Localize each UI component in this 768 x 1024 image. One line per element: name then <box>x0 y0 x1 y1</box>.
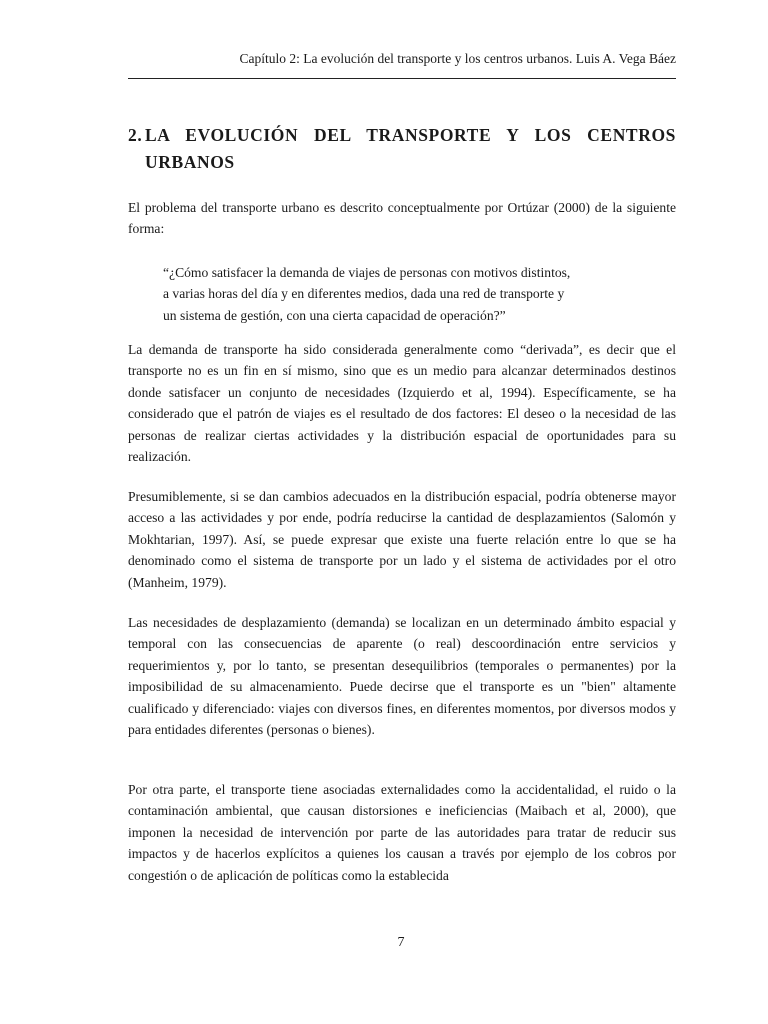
running-header: Capítulo 2: La evolución del transporte y los centros urbanos. Luis A. Vega Báez <box>239 51 676 66</box>
section-title: LA EVOLUCIÓN DEL TRANSPORTE Y LOS CENTROS URBANOS <box>145 125 676 172</box>
header-rule <box>128 78 676 79</box>
quote-line: a varias horas del día y en diferentes medios, dada una red de transporte y <box>163 286 565 302</box>
paragraph-2: La demanda de transporte ha sido considerada generalmente como “derivada”, es decir que el transporte no es un fin en sí mismo, sino que es un medio para alcanzar determinados destinos donde satisfacer un conjunto de necesidades (Izquierdo et al, 1994). Específicamente, se ha considerado que el patrón de viajes es el resultado de dos factores: El deseo o la necesidad de las personas de realizar ciertas actividades y la distribución espacial de oportunidades para su realización. <box>128 342 676 465</box>
section-number: 2. <box>128 125 143 145</box>
quote-line: un sistema de gestión, con una cierta capacidad de operación?” <box>163 307 506 323</box>
paragraph-3: Presumiblemente, si se dan cambios adecuados en la distribución espacial, podría obtenerse mayor acceso a las actividades y por ende, podría reducirse la cantidad de desplazamientos (Salomón y Mokhtarian, 1997). Así, se puede expresar que existe una fuerte relación entre lo que se ha denominado como el sistema de transporte por un lado y el sistema de actividades por el otro (Manheim, 1979). <box>128 489 676 590</box>
paragraph-4: Las necesidades de desplazamiento (demanda) se localizan en un determinado ámbito espacial y temporal con las consecuencias de aparente (o real) descoordinación entre servicios y requerimientos y, por lo tanto, se presentan desequilibrios (temporales o permanentes) por la imposibilidad de su almacenamiento. Puede decirse que el transporte es un "bien" altamente cualificado y diferenciado: viajes con diversos fines, en diferentes momentos, por diversos modos y para entidades diferentes (personas o bienes). <box>128 615 676 738</box>
section-heading <box>128 122 676 176</box>
page-number: 7 <box>397 935 405 950</box>
paragraph-1: El problema del transporte urbano es descrito conceptualmente por Ortúzar (2000) de la siguiente forma: <box>128 200 676 237</box>
quote-line: “¿Cómo satisfacer la demanda de viajes de personas con motivos distintos, <box>163 265 571 280</box>
block-quote <box>163 262 653 326</box>
paragraph-5: Por otra parte, el transporte tiene asociadas externalidades como la accidentalidad, el ruido o la contaminación ambiental, que causan distorsiones e ineficiencias (Maibach et al, 2000), que imponen la necesidad de intervención por parte de las autoridades para tratar de reducir sus impactos y de hacerlos explícitos a quienes los causan a través por ejemplo de los cobros por congestión o de aplicación de políticas como la establecida <box>128 782 676 883</box>
